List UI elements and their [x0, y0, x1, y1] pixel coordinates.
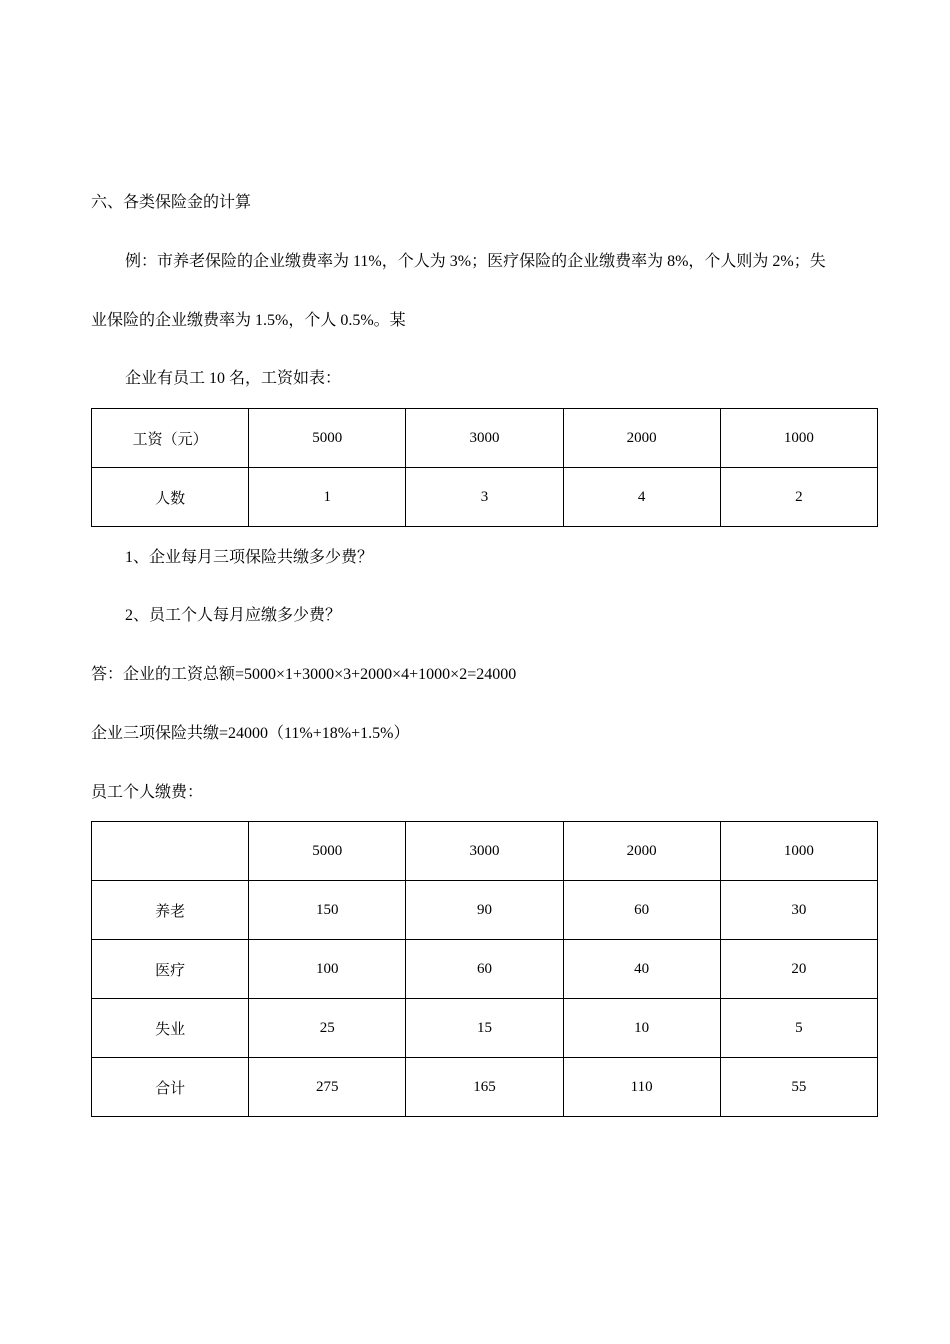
- table-cell: 医疗: [92, 940, 249, 999]
- table-header-cell: 1000: [720, 822, 877, 881]
- table-cell: 人数: [92, 468, 249, 527]
- table-header-row: [92, 822, 878, 881]
- answer-line-1: 答：企业的工资总额=5000×1+3000×3+2000×4+1000×2=24000: [91, 666, 517, 683]
- table-cell: 5000: [249, 409, 406, 468]
- section-title: 六、各类保险金的计算: [91, 194, 252, 211]
- table-header-cell: 2000: [563, 822, 720, 881]
- table-cell: 合计: [92, 1058, 249, 1117]
- table-cell: 养老: [92, 881, 249, 940]
- salary-table: [91, 408, 878, 527]
- table-cell: 4: [563, 468, 720, 527]
- table-cell: 100: [249, 940, 406, 999]
- table-cell: 5: [720, 999, 877, 1058]
- table-row: [92, 999, 878, 1058]
- table-cell: 275: [249, 1058, 406, 1117]
- table-cell: 110: [563, 1058, 720, 1117]
- table-row: [92, 881, 878, 940]
- table-header-cell: 5000: [249, 822, 406, 881]
- table-cell: 1: [249, 468, 406, 527]
- table-cell: 2: [720, 468, 877, 527]
- table-cell: 1000: [720, 409, 877, 468]
- table-cell: 20: [720, 940, 877, 999]
- table-cell: 25: [249, 999, 406, 1058]
- table-cell: 3: [406, 468, 563, 527]
- table-cell: 55: [720, 1058, 877, 1117]
- table-cell: 165: [406, 1058, 563, 1117]
- question-1: 1、企业每月三项保险共缴多少费？: [125, 549, 374, 566]
- table-row: [92, 409, 878, 468]
- table-cell: 30: [720, 881, 877, 940]
- table-header-cell: 3000: [406, 822, 563, 881]
- answer-line-2: 企业三项保险共缴=24000（11%+18%+1.5%）: [91, 725, 410, 742]
- table-cell: 工资（元）: [92, 409, 249, 468]
- table-cell: 15: [406, 999, 563, 1058]
- answer-line-3: 员工个人缴费：: [91, 784, 204, 801]
- table-cell: 60: [406, 940, 563, 999]
- table-cell: 40: [563, 940, 720, 999]
- example-text-line-1: 例：市养老保险的企业缴费率为 11%，个人为 3%；医疗保险的企业缴费率为 8%，个人则为 2%；失: [125, 253, 826, 270]
- table-row: [92, 1058, 878, 1117]
- table-cell: 2000: [563, 409, 720, 468]
- table-row: [92, 468, 878, 527]
- table-cell: 10: [563, 999, 720, 1058]
- example-text-line-3: 企业有员工 10 名，工资如表：: [125, 370, 342, 387]
- table-cell: 失业: [92, 999, 249, 1058]
- example-text-line-2: 业保险的企业缴费率为 1.5%，个人 0.5%。某: [91, 312, 406, 329]
- table-cell: 3000: [406, 409, 563, 468]
- table-header-cell: [92, 822, 249, 881]
- table-row: [92, 940, 878, 999]
- table-cell: 150: [249, 881, 406, 940]
- question-2: 2、员工个人每月应缴多少费？: [125, 607, 342, 624]
- table-cell: 60: [563, 881, 720, 940]
- personal-contribution-table: [91, 821, 878, 1117]
- table-cell: 90: [406, 881, 563, 940]
